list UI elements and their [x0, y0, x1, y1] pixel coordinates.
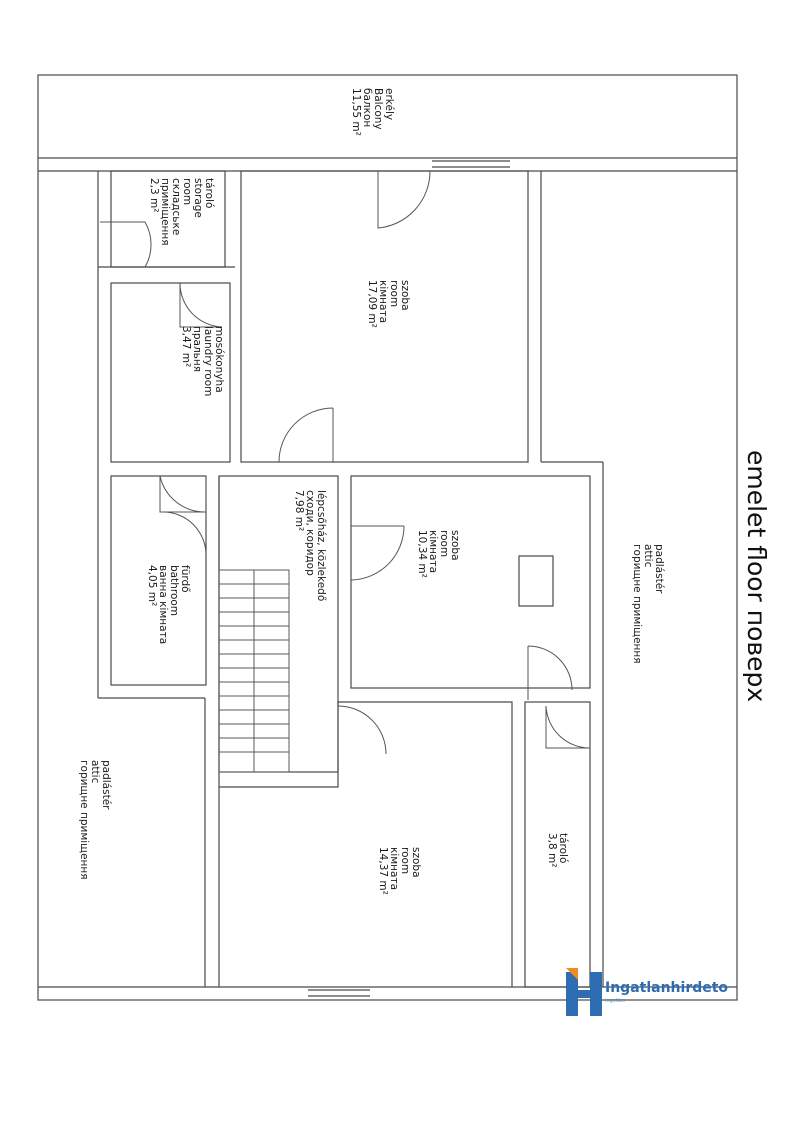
room-label-line: балкон — [361, 88, 373, 128]
room-label-line: кімната — [427, 530, 439, 574]
room-label-line: складське — [170, 178, 182, 236]
logo-h-left — [566, 972, 578, 1016]
room-label-line: padlástér — [100, 760, 112, 810]
room-label-stairwell — [293, 490, 327, 601]
room-label-line: кімната — [388, 847, 400, 891]
staircase — [219, 570, 289, 772]
room-label-room-bottom — [377, 847, 422, 895]
plan-title: emelet floor поверх — [742, 450, 771, 703]
room-mid-walls — [351, 476, 590, 688]
watermark-logo — [566, 968, 728, 1016]
room-label-line: 3,8 m² — [546, 833, 558, 868]
room-label-attic-right — [631, 544, 665, 664]
room-label-line: attic — [642, 544, 654, 568]
room-label-line: laundry room — [202, 326, 214, 397]
room-label-line: 2,3 m² — [148, 178, 160, 213]
logo-h-right — [590, 972, 602, 1016]
room-label-line: кімната — [377, 280, 389, 324]
room-label-line: сходи, коридор — [304, 490, 316, 576]
room-label-bathroom — [146, 565, 191, 644]
room-label-attic-left — [78, 760, 112, 880]
door-swings — [100, 171, 590, 760]
room-label-line: lépcsőház, közlekedő — [315, 490, 327, 602]
room-label-laundry — [180, 326, 225, 396]
room-label-line: горищне приміщення — [78, 760, 90, 880]
logo-h-bar — [578, 990, 590, 998]
room-label-room-mid — [416, 530, 461, 578]
room-label-line: tároló — [557, 833, 569, 864]
room-label-line: padlástér — [653, 544, 665, 594]
room-label-line: mosókonyha — [213, 326, 225, 393]
room-label-line: горищне приміщення — [631, 544, 643, 664]
room-label-line: room — [399, 847, 411, 875]
room-label-line: szoba — [410, 847, 422, 878]
room-label-line: ванна кімната — [157, 565, 169, 645]
room-label-line: bathroom — [168, 565, 180, 617]
room-label-line: tároló — [203, 178, 215, 209]
room-label-line: 7,98 m² — [293, 490, 305, 532]
room-label-line: 3,47 m² — [180, 326, 192, 368]
room-bottom-walls — [219, 702, 512, 987]
room-label-line: 14,37 m² — [377, 847, 389, 895]
room-label-line: Balcony — [372, 88, 384, 130]
room-label-line: attic — [89, 760, 101, 784]
room-label-balcony — [350, 88, 395, 136]
room-label-line: 4,05 m² — [146, 565, 158, 607]
room-label-line: 17,09 m² — [366, 280, 378, 328]
chimney — [519, 556, 553, 606]
room-label-line: storage — [192, 178, 204, 218]
room-label-line: szoba — [399, 280, 411, 311]
room-label-line: room — [181, 178, 193, 206]
room-label-storage-bottom — [546, 833, 569, 867]
room-label-line: erkély — [383, 88, 395, 121]
watermark-sub: ingatlan — [605, 998, 626, 1004]
room-label-line: приміщення — [159, 178, 171, 246]
room-label-line: room — [388, 280, 400, 308]
room-label-storage-top — [148, 178, 215, 246]
room-label-line: пральня — [191, 326, 203, 373]
room-label-line: fürdő — [179, 565, 191, 593]
room-label-line: 10,34 m² — [416, 530, 428, 578]
room-label-line: 11,55 m² — [350, 88, 362, 136]
room-label-line: room — [438, 530, 450, 558]
watermark-brand: Ingatlanhirdeto — [605, 980, 729, 996]
room-label-line: szoba — [449, 530, 461, 561]
room-label-room-top — [366, 280, 411, 328]
